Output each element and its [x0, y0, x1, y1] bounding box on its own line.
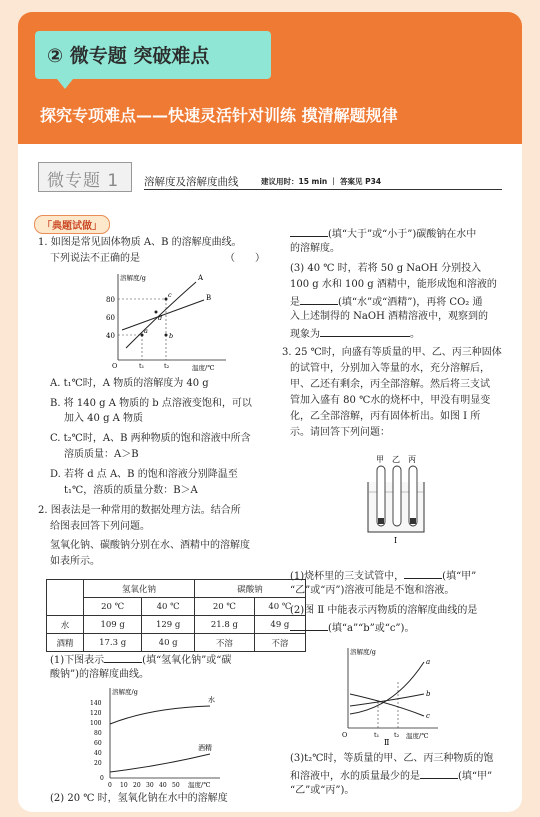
table-cell: 21.8 g [195, 616, 255, 634]
answer-blank[interactable] [290, 620, 328, 631]
header-rule [144, 189, 502, 190]
s3-line-1: (3)t₂℃时，等质量的甲、乙、丙三种物质的饱 [290, 753, 494, 764]
section-chip [35, 31, 271, 79]
fig2-ylabel: 溶解度/g [350, 648, 376, 656]
q1-ytick: 80 [106, 296, 115, 304]
section-tag-label: 微专题 1 [47, 171, 120, 191]
table-solvent: 酒精 [47, 634, 84, 652]
s2-line-2 [290, 620, 414, 636]
sub3-line-4: 入上述制得的 NaOH 酒精溶液中，观察到的 [290, 311, 488, 322]
q2-ytick: 120 [90, 710, 102, 717]
q1-option-a: A. t₁℃时，A 物质的溶解度为 40 g [50, 378, 209, 389]
q3-stem-5: 化，乙全部溶解，丙有固体析出。如图 Ⅰ 所 [290, 411, 481, 422]
q2-ytick: 100 [90, 720, 102, 727]
q2-chart [80, 684, 230, 790]
figure-number: Ⅱ [384, 738, 390, 746]
fig2-xlabel: 温度/℃ [406, 732, 429, 740]
answer-blank[interactable] [290, 226, 328, 237]
fig2-xtick: O [342, 731, 348, 739]
s1-text: (1)烧杯里的三支试管中， [290, 571, 405, 582]
q3-stem-3: 甲、乙还有剩余，丙全部溶解。然后将三支试 [290, 379, 490, 390]
s3-text: (填“甲” [458, 771, 493, 782]
curve-label: A [198, 274, 204, 282]
q2-sub1-b: 酸钠”)的溶解度曲线。 [50, 669, 150, 680]
point-label: c [168, 291, 172, 299]
curve-label: 水 [208, 696, 215, 704]
q2-stem-3: 氢氧化钠、碳酸钠分别在水、酒精中的溶解度 [50, 540, 250, 551]
curve-water [110, 706, 210, 724]
curve-b [122, 300, 204, 330]
curve-label: a [426, 658, 431, 666]
q1-chart [104, 268, 234, 372]
table-corner [47, 580, 84, 616]
q1-xlabel: 温度/℃ [192, 364, 215, 372]
q2-stem-1: 2. 图表法是一种常用的数据处理方法。结合所 [38, 505, 241, 516]
fig2-xtick: t₁ [374, 731, 380, 739]
sub3-text: 。 [410, 329, 420, 340]
sub3-line-5 [290, 326, 420, 342]
sub3-line-3 [290, 294, 482, 310]
answer-blank[interactable] [104, 652, 142, 663]
table-cell: 40 g [142, 634, 195, 652]
point-label: d [158, 314, 163, 322]
solid-residue [378, 518, 384, 524]
fig2-xtick: t₂ [394, 731, 400, 739]
q2-sub1-text: (填“氢氧化钠”或“碳 [142, 655, 232, 666]
curve-c [350, 694, 424, 716]
curve-label: 酒精 [198, 744, 212, 752]
figure-ii-chart [334, 642, 444, 746]
q1-option-c: C. t₂℃时，A、B 两种物质的饱和溶液中所含 [50, 433, 251, 444]
q2-xtick: 10 [120, 782, 128, 789]
banner [18, 12, 522, 144]
s1-text: (填“甲” [442, 571, 477, 582]
banner-subtitle: 探究专项难点——快速灵活针对训练 摸清解题规律 [40, 106, 398, 125]
chip-title: ② 微专题 突破难点 [47, 45, 210, 67]
s2-text: (填“a”“b”或“c”)。 [328, 623, 415, 634]
sub3-text: 现象为 [290, 329, 320, 340]
page [18, 12, 522, 812]
q1-xtick: t₁ [139, 362, 145, 370]
q2-sub1-a [50, 652, 231, 668]
sub3-line-1: (3) 40 ℃ 时，若将 50 g NaOH 分别投入 [290, 263, 482, 274]
table-cell: 17.3 g [84, 634, 142, 652]
point-label: b [169, 332, 174, 340]
q2-ytick: 40 [94, 750, 102, 757]
q3-stem-2: 的试管中，分别加入等量的水，充分溶解后， [290, 363, 490, 374]
q1-stem-1: 1. 如图是常见固体物质 A、B 的溶解度曲线。 [38, 237, 242, 248]
q2-sub1-text: (1)下图表示 [50, 655, 105, 666]
table-cell: 不溶 [254, 634, 305, 652]
s3-line-2 [290, 768, 492, 784]
q2-ytick: 140 [90, 700, 102, 707]
section-meta: 建议用时：15 min ｜ 答案见 P34 [261, 177, 382, 186]
q1-option-b-cont: 加入 40 g A 物质 [64, 413, 144, 424]
table-solvent: 水 [47, 616, 84, 634]
figure-beaker [358, 452, 438, 544]
q3-stem-1: 3. 25 ℃时，向盛有等质量的甲、乙、丙三种固体 [282, 347, 502, 358]
tube-label: 乙 [392, 455, 400, 464]
table-group-header: 碳酸钠 [195, 580, 306, 598]
q2-ytick: 0 [100, 775, 104, 782]
test-tube [377, 466, 385, 526]
table-row [47, 616, 306, 634]
typical-label: 「典题试做」 [34, 215, 110, 234]
section-header [38, 162, 502, 192]
q2-ylabel: 溶解度/g [112, 688, 138, 696]
q2-xtick: 50 [172, 782, 180, 789]
q1-option-d-cont: t₁℃，溶质的质量分数：B＞A [64, 485, 198, 496]
answer-blank[interactable] [300, 294, 338, 305]
q1-ytick: 60 [106, 314, 115, 322]
tube-label: 丙 [408, 455, 416, 464]
table-row [47, 634, 306, 652]
curve-label: B [206, 294, 212, 302]
q1-ylabel: 溶解度/g [120, 274, 146, 282]
s2-line-1: (2)图 Ⅱ 中能表示丙物质的溶解度曲线的是 [290, 605, 478, 616]
q1-option-d: D. 若将 d 点 A、B 的饱和溶液分别降温至 [50, 469, 238, 480]
table-cell: 不溶 [195, 634, 255, 652]
q2-stem-2: 给图表回答下列问题。 [50, 521, 150, 532]
right-cont-text: (填“大于”或“小于”)碳酸钠在水中 [328, 229, 477, 240]
right-cont-2: 的溶解度。 [290, 243, 340, 254]
answer-blank[interactable] [404, 568, 442, 579]
tube-label: 甲 [376, 455, 384, 464]
sub3-text: 是 [290, 297, 300, 308]
q2-xtick: 30 [146, 782, 154, 789]
section-tag [38, 162, 132, 192]
table-temp: 40 ℃ [142, 598, 195, 616]
q3-stem-4: 管加入盛有 80 ℃水的烧杯中，甲没有明显变 [290, 395, 491, 406]
test-tube [409, 466, 417, 526]
table-cell: 49 g [254, 616, 305, 634]
solubility-table [46, 579, 306, 652]
solid-residue [410, 518, 416, 524]
table-cell: 129 g [142, 616, 195, 634]
table-group-header: 氢氧化钠 [84, 580, 195, 598]
q1-xtick: O [112, 362, 118, 370]
table-temp: 20 ℃ [195, 598, 255, 616]
q2-xtick: 0 [108, 782, 112, 789]
sub3-line-2: 100 g 水和 100 g 酒精中，能形成饱和溶液的 [290, 279, 497, 290]
q2-sub2: (2) 20 ℃ 时，氢氧化钠在水中的溶解度 [50, 793, 228, 804]
section-title: 溶解度及溶解度曲线 [144, 176, 239, 188]
curve-label: b [426, 690, 431, 698]
table-temp: 20 ℃ [84, 598, 142, 616]
q2-xtick: 40 [159, 782, 167, 789]
q2-xtick: 20 [133, 782, 141, 789]
q1-stem-2: 下列说法不正确的是 [50, 253, 140, 264]
point-label: a [144, 327, 148, 335]
test-tube [393, 466, 401, 526]
curve-a [350, 662, 424, 714]
s3-text: 和溶液中，水的质量最少的是 [290, 771, 420, 782]
table-temp: 40 ℃ [254, 598, 305, 616]
table-cell: 109 g [84, 616, 142, 634]
figure-number: Ⅰ [394, 536, 398, 544]
q2-xlabel: 温度/℃ [188, 781, 211, 789]
q3-stem-6: 示。请回答下列问题： [290, 427, 390, 438]
curve-alcohol [110, 754, 210, 772]
q2-stem-4: 如表所示。 [50, 556, 100, 567]
answer-blank[interactable] [320, 326, 410, 337]
point [165, 334, 168, 337]
q1-ytick: 40 [106, 332, 115, 340]
q1-option-b: B. 将 140 g A 物质的 b 点溶液变饱和，可以 [50, 398, 252, 409]
q2-ytick: 80 [94, 730, 102, 737]
q2-ytick: 60 [94, 740, 102, 747]
q1-answer-paren: （ ） [225, 253, 265, 264]
q2-ytick: 20 [94, 760, 102, 767]
s3-line-3: “乙”或“丙”)。 [290, 785, 355, 796]
s1-line-1 [290, 568, 476, 584]
q1-xtick: t₂ [164, 362, 170, 370]
curve-label: c [426, 712, 430, 720]
sub3-text: (填“水”或“酒精”)，再将 CO₂ 通 [338, 297, 483, 308]
answer-blank[interactable] [420, 768, 458, 779]
right-cont-1 [290, 226, 476, 242]
s1-line-2: “乙”或“丙”)溶液可能是不饱和溶液。 [290, 585, 455, 596]
q1-option-c-cont: 溶质质量：A＞B [64, 449, 139, 460]
